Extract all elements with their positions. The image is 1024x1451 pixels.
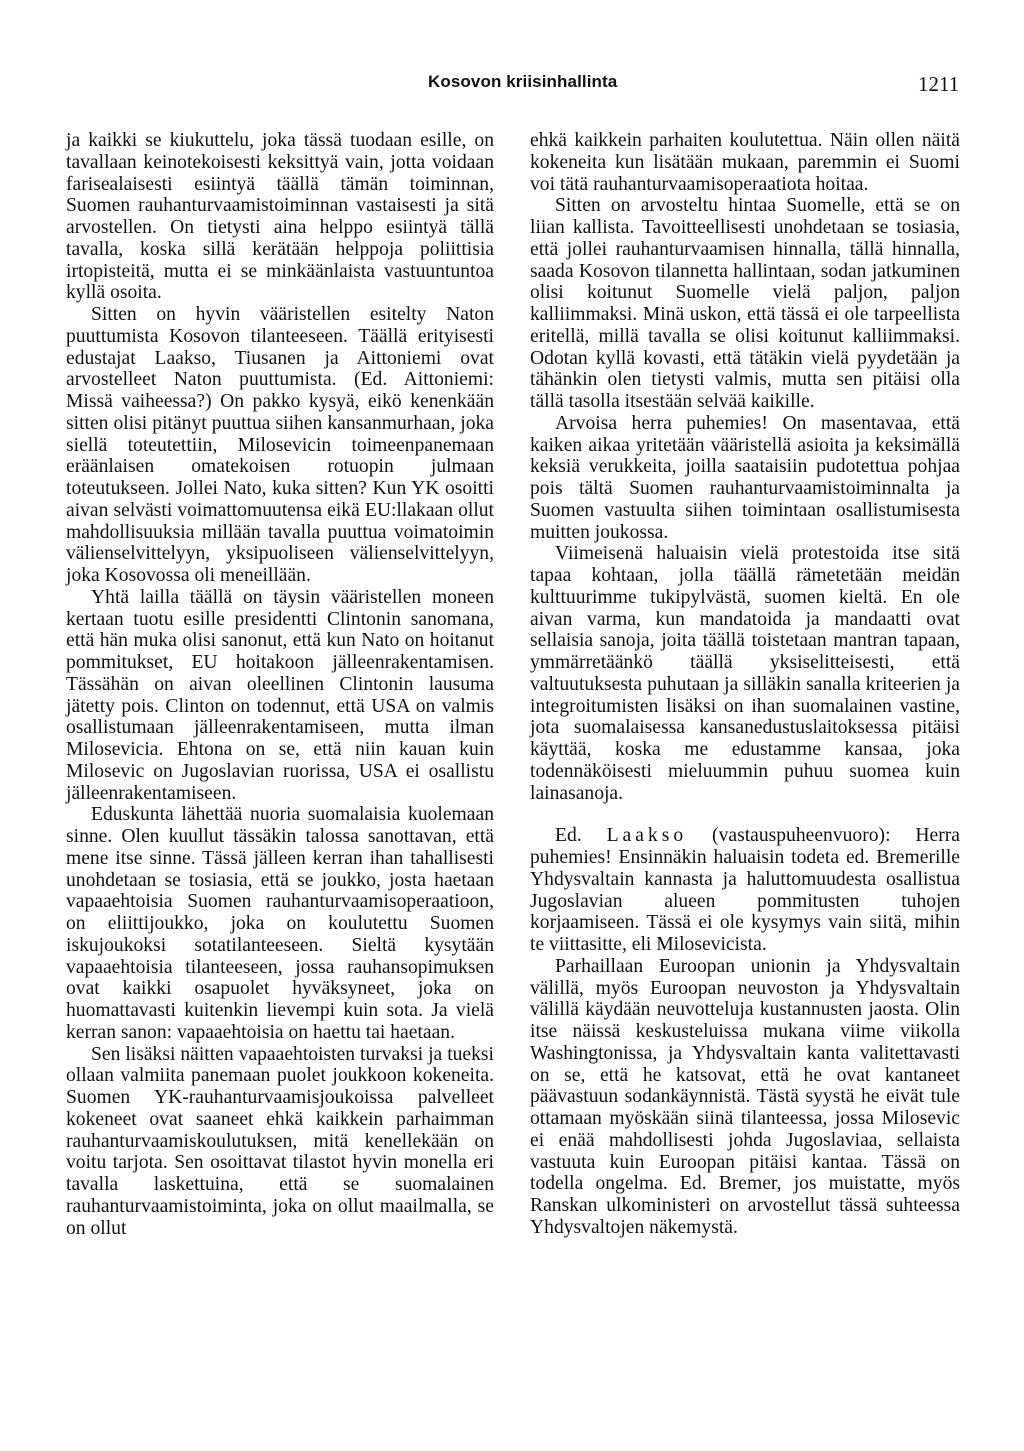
speaker-paragraph-text: (vastauspuheenvuoro): Herra puhemies! Ensinnäkin haluaisin todeta ed. Bremerille Yhdysvaltain kannasta ja haluttomuudesta osallistua Jugoslavian alueen pommitusten tuhojen korjaamiseen. Tässä ei ole kysymys vain siitä, mihin te viittasitte, eli Milosevicista. bbox=[530, 825, 960, 955]
paragraph: Yhtä lailla täällä on täysin vääristellen moneen kertaan tuotu esille presidentti Clintonin sanomana, että hän muka olisi sanonut, että kun Nato on hoitanut pommitukset, EU hoitakoon jälleenrakentamisen. Tässähän on aivan oleellinen Clintonin lausuma jätetty pois. Clinton on todennut, että USA on valmis osallistumaan jälleenrakentamiseen, mutta ilman Milosevicia. Ehtona on se, että niin kauan kuin Milosevic on Jugoslavian ruorissa, USA ei osallistu jälleenrakentamiseen. bbox=[66, 586, 494, 804]
paragraph: Viimeisenä haluaisin vielä protestoida itse sitä tapaa kohtaan, jolla täällä rämetetään meidän kulttuurimme tukipylvästä, suomen kieltä. En ole aivan varma, kun mandatoida ja mandaatti ovat sellaisia sanoja, joita täällä toistetaan mantran tapaan, ymmärretäänkö täällä yksiselitteisesti, että valtuutuksesta puhutaan ja silläkin sanalla kriteerien ja integroitumisten lisäksi on ihan suomalainen vastine, jota suomalaisessa kansanedustuslaitoksessa pitäisi käyttää, koska me edustamme kansaa, joka todennäköisesti mieluummin puhuu suomea kuin lainasanoja. bbox=[530, 543, 960, 804]
speaker-name: Laakso bbox=[606, 825, 688, 847]
paragraph: Arvoisa herra puhemies! On masentavaa, että kaiken aikaa yritetään vääristellä asioita ja keksimällä keksiä verukkeita, joilla saataisiin pudotettua pohjaa pois tältä Suomen rauhanturvaamistoiminnalta ja Suomen vastuulta siihen toimintaan osallistumisesta muitten joukossa. bbox=[530, 412, 960, 543]
speaker-prefix: Ed. bbox=[555, 825, 582, 847]
left-column bbox=[66, 130, 494, 1239]
running-header bbox=[0, 72, 1024, 96]
speaker-paragraph bbox=[530, 825, 960, 956]
running-header-title: Kosovon kriisinhallinta bbox=[428, 72, 618, 91]
paragraph: Eduskunta lähettää nuoria suomalaisia kuolemaan sinne. Olen kuullut tässäkin talossa sanottavan, että mene itse sinne. Tässä jälleen kerran ihan tahallisesti unohdetaan se tosiasia, että se joukko, josta haetaan vapaaehtoisia Suomen rauhanturvaamisoperaatioon, on eliittijoukko, joka on koulutettu Suomen iskujoukoksi sotatilanteeseen. Sieltä kysytään vapaaehtoisia tilanteeseen, jossa rauhansopimuksen ovat kaikki osapuolet hyväksyneet, joka on huomattavasti kuitenkin lievempi kuin sota. Ja vielä kerran sanon: vapaaehtoisia on haettu tai haetaan. bbox=[66, 804, 494, 1043]
page-number: 1211 bbox=[918, 72, 960, 96]
right-column bbox=[530, 130, 960, 1239]
paragraph: Parhaillaan Euroopan unionin ja Yhdysvaltain välillä, myös Euroopan neuvoston ja Yhdysvaltain välillä käydään neuvotteluja kustannusten jaosta. Olin itse näissä keskusteluissa mukana viime viikolla Washingtonissa, ja Yhdysvaltain kanta valitettavasti on se, että he katsovat, että he ovat kantaneet päävastuun sodankäynnistä. Tästä syystä he eivät tule ottamaan myöskään siinä tilanteessa, jossa Milosevic ei enää mahdollisesti johda Jugoslaviaa, sellaista vastuuta kuin Euroopan pitäisi kantaa. Tässä on todella ongelma. Ed. Bremer, jos muistatte, myös Ranskan ulkoministeri on arvostellut tässä suhteessa Yhdysvaltojen näkemystä. bbox=[530, 955, 960, 1238]
paragraph: Sen lisäksi näitten vapaaehtoisten turvaksi ja tueksi ollaan valmiita panemaan puolet joukkoon kokeneita. Suomen YK-rauhanturvaamisjoukoissa palvelleet kokeneet ovat saaneet ehkä kaikkein parhaimman rauhanturvaamiskoulutuksen, mitä kenellekään on voitu tarjota. Sen osoittavat tilastot hyvin monella eri tavalla laskettuina, että se suomalainen rauhanturvaamistoiminta, joka on ollut maailmalla, se on ollut bbox=[66, 1043, 494, 1239]
paragraph: ja kaikki se kiukuttelu, joka tässä tuodaan esille, on tavallaan keinotekoisesti keksittyä vain, jotta voidaan farisealaisesti esiintyä täällä tämän toiminnan, Suomen rauhanturvaamistoiminnan vastaisesti ja sitä arvostellen. On tietysti aina helppo esiintyä tällä tavalla, koska sillä kerätään helppoja poliittisia irtopisteitä, mutta ei se minkäänlaista vastuuntuntoa kyllä osoita. bbox=[66, 130, 494, 304]
paragraph: ehkä kaikkein parhaiten koulutettua. Näin ollen näitä kokeneita kun lisätään mukaan, paremmin ei Suomi voi tätä rauhanturvaamisoperaatiota hoitaa. bbox=[530, 130, 960, 195]
paragraph: Sitten on arvosteltu hintaa Suomelle, että se on liian kallista. Tavoitteellisesti unohdetaan se tosiasia, että jollei rauhanturvaamisen hinnalla, tällä hinnalla, saada Kosovon tilannetta hallintaan, sodan jatkuminen olisi koitunut Suomelle vielä paljon, paljon kalliimmaksi. Minä uskon, että tässä ei ole tarpeellista eritellä, millä tavalla se olisi koitunut kalliimmaksi. Odotan kyllä kovasti, että tätäkin vielä pyydetään ja tähänkin olen tietysti valmis, mutta sen pitäisi olla tällä tasolla itsestään selvää kaikille. bbox=[530, 195, 960, 412]
paragraph: Sitten on hyvin vääristellen esitelty Naton puuttumista Kosovon tilanteeseen. Täällä erityisesti edustajat Laakso, Tiusanen ja Aittoniemi ovat arvostelleet Naton puuttumista. (Ed. Aittoniemi: Missä vaiheessa?) On pakko kysyä, eikö kenenkään sitten olisi pitänyt puuttua siihen kansanmurhaan, joka siellä toteutettiin, Milosevicin toimeenpanemaan eräänlaisen omatekoisen rotuopin julmaan toteutukseen. Jollei Nato, kuka sitten? Kun YK osoitti aivan selvästi voimattomuutensa eikä EU:llakaan ollut mahdollisuuksia millään tavalla puuttua voimatoimin välienselvittelyyn, yksipuoliseen välienselvittelyyn, joka Kosovossa oli meneillään. bbox=[66, 304, 494, 586]
